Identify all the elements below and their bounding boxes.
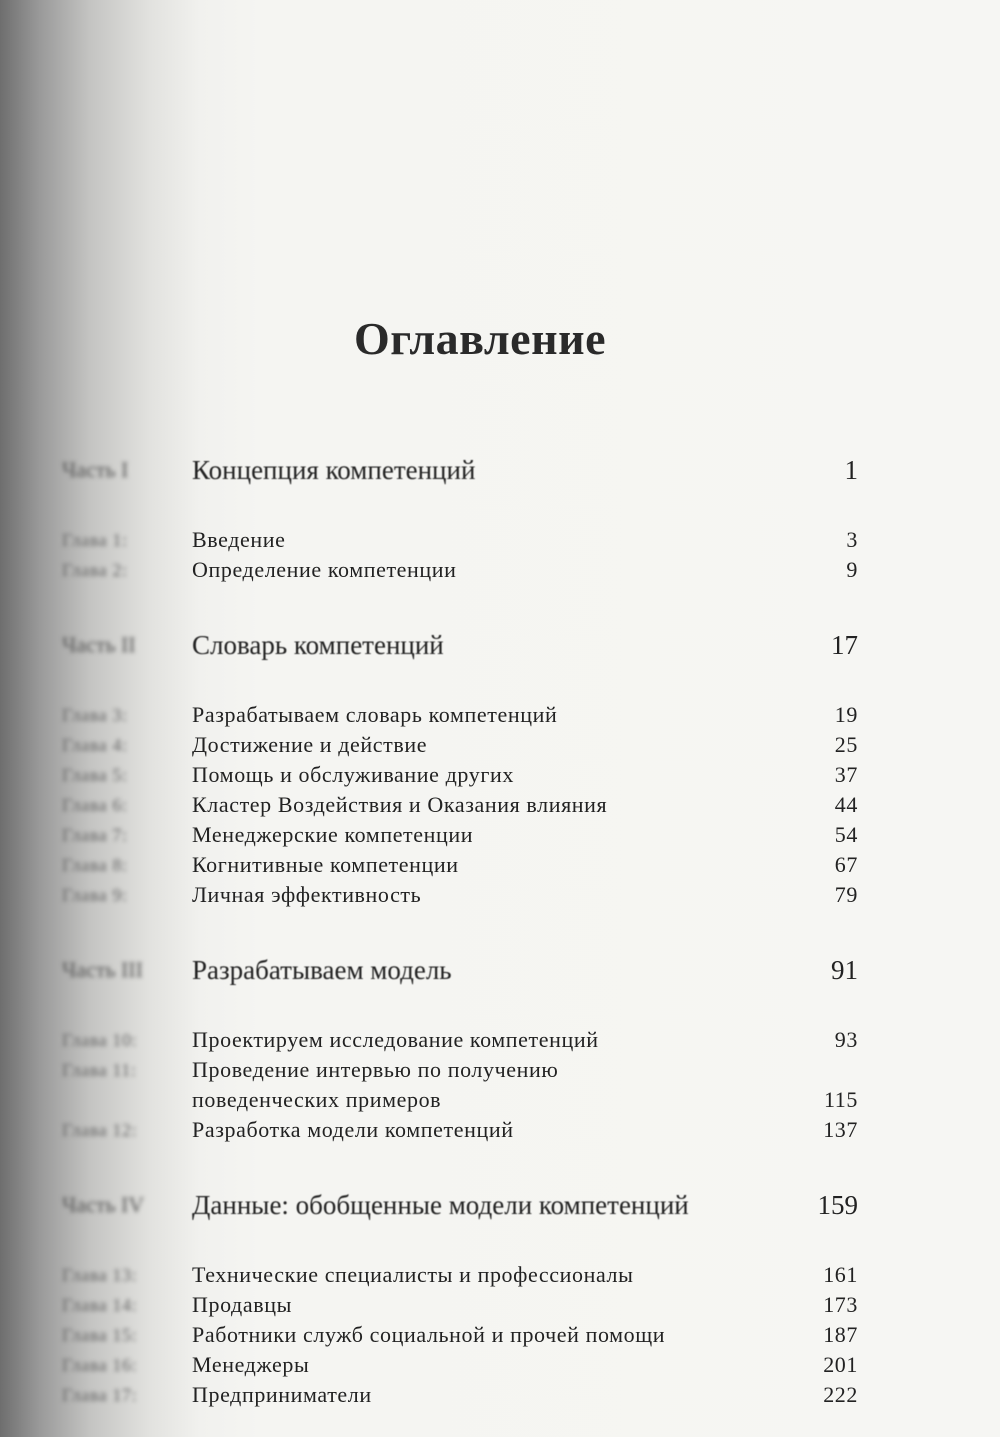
chapter-label: Глава 12:: [62, 1120, 138, 1140]
chapter-label: Глава 7:: [62, 825, 128, 845]
part-title: [192, 1190, 798, 1221]
chapter-page-number: 3: [846, 527, 858, 552]
chapter-title-line: Проектируем исследование компетенций: [192, 1027, 599, 1052]
toc-part-row: [62, 455, 858, 485]
chapter-label: Глава 4:: [62, 735, 128, 755]
toc-chapter-row: [62, 1320, 858, 1350]
chapter-label: Глава 2:: [62, 560, 128, 580]
chapter-page-number: 222: [823, 1382, 858, 1407]
toc-chapter-row: [62, 555, 858, 585]
toc-chapter-row: [62, 1115, 858, 1145]
chapter-title: [192, 1350, 798, 1380]
chapter-title-line: Кластер Воздействия и Оказания влияния: [192, 792, 608, 817]
table-of-contents: [62, 410, 858, 1410]
chapter-title: [192, 1290, 798, 1320]
part-page-number: 1: [844, 454, 858, 485]
chapter-page-number: 187: [823, 1322, 858, 1347]
chapter-title: [192, 1055, 798, 1115]
chapter-title-line: Разработка модели компетенций: [192, 1117, 514, 1142]
chapter-label: Глава 17:: [62, 1385, 138, 1405]
toc-chapter-row: [62, 820, 858, 850]
part-page-number: 17: [831, 629, 858, 660]
toc-chapter-row: [62, 1350, 858, 1380]
toc-chapter-row: [62, 730, 858, 760]
chapter-page-number: 201: [823, 1352, 858, 1377]
chapter-page-number: 137: [823, 1117, 858, 1142]
chapter-page-number: 44: [834, 792, 858, 817]
chapter-title: [192, 760, 798, 790]
chapter-title-line: Личная эффективность: [192, 882, 422, 907]
chapter-title-line: Технические специалисты и профессионалы: [192, 1262, 634, 1287]
chapter-title: [192, 1320, 798, 1350]
toc-chapter-row: [62, 525, 858, 555]
toc-chapter-row: [62, 850, 858, 880]
chapter-title-line: Продавцы: [192, 1292, 292, 1317]
chapter-title-line: Работники служб социальной и прочей помощи: [192, 1322, 666, 1347]
chapter-title-line: Введение: [192, 527, 286, 552]
chapter-page-number: 9: [846, 557, 858, 582]
chapter-page-number: 67: [834, 852, 858, 877]
chapter-label: Глава 3:: [62, 705, 128, 725]
chapter-page-number: 37: [834, 762, 858, 787]
toc-part-row: [62, 630, 858, 660]
chapter-title: [192, 790, 798, 820]
chapter-label: Глава 15:: [62, 1325, 138, 1345]
chapter-label: Глава 5:: [62, 765, 128, 785]
chapter-title: [192, 1115, 798, 1145]
toc-chapter-row: [62, 1380, 858, 1410]
toc-chapter-row: [62, 1260, 858, 1290]
chapter-label: Глава 14:: [62, 1295, 138, 1315]
part-title-text: Данные: обобщенные модели компетенций: [192, 1189, 689, 1220]
part-title-text: Концепция компетенций: [192, 454, 476, 485]
part-label: Часть I: [62, 457, 129, 482]
chapter-title-line: Когнитивные компетенции: [192, 852, 459, 877]
toc-chapter-row: [62, 1055, 858, 1115]
part-title: [192, 630, 798, 661]
chapter-page-number: 19: [834, 702, 858, 727]
toc-chapter-row: [62, 1290, 858, 1320]
toc-chapter-row: [62, 790, 858, 820]
chapter-page-number: 54: [834, 822, 858, 847]
chapter-title-line: Проведение интервью по получению: [192, 1057, 559, 1082]
chapter-title: [192, 880, 798, 910]
part-title-text: Разрабатываем модель: [192, 954, 452, 985]
chapter-page-number: 115: [824, 1087, 858, 1112]
toc-chapter-row: [62, 880, 858, 910]
chapter-title-line: Менеджеры: [192, 1352, 310, 1377]
chapter-title: [192, 730, 798, 760]
part-title: [192, 455, 798, 486]
chapter-title-line: Помощь и обслуживание других: [192, 762, 514, 787]
page-title: Оглавление: [353, 313, 607, 364]
part-title: [192, 955, 798, 986]
chapter-title: [192, 700, 798, 730]
chapter-title-line: Предприниматели: [192, 1382, 372, 1407]
part-label: Часть IV: [62, 1192, 145, 1217]
chapter-page-number: 93: [834, 1027, 858, 1052]
chapter-page-number: 173: [823, 1292, 858, 1317]
part-title-text: Словарь компетенций: [192, 629, 444, 660]
chapter-title: [192, 1260, 798, 1290]
chapter-title-line: Достижение и действие: [192, 732, 428, 757]
part-page-number: 91: [831, 954, 858, 985]
toc-part-row: [62, 1190, 858, 1220]
chapter-title-line: поведенческих примеров: [192, 1087, 442, 1112]
chapter-label: Глава 16:: [62, 1355, 138, 1375]
chapter-title: [192, 820, 798, 850]
part-label: Часть III: [62, 957, 143, 982]
chapter-page-number: 161: [823, 1262, 858, 1287]
chapter-page-number: 25: [834, 732, 858, 757]
toc-chapter-row: [62, 1025, 858, 1055]
chapter-page-number: 79: [834, 882, 858, 907]
toc-chapter-row: [62, 760, 858, 790]
chapter-title: [192, 850, 798, 880]
chapter-title: [192, 1025, 798, 1055]
part-page-number: 159: [817, 1189, 858, 1220]
chapter-title: [192, 1380, 798, 1410]
chapter-label: Глава 13:: [62, 1265, 138, 1285]
chapter-title-line: Определение компетенции: [192, 557, 457, 582]
chapter-label: Глава 10:: [62, 1030, 138, 1050]
chapter-label: Глава 1:: [62, 530, 128, 550]
chapter-label: Глава 8:: [62, 855, 128, 875]
part-label: Часть II: [62, 632, 136, 657]
chapter-title: [192, 555, 798, 585]
chapter-title-line: Менеджерские компетенции: [192, 822, 474, 847]
toc-chapter-row: [62, 700, 858, 730]
chapter-label: Глава 9:: [62, 885, 128, 905]
toc-part-row: [62, 955, 858, 985]
chapter-label: Глава 11:: [62, 1060, 137, 1080]
chapter-title: [192, 525, 798, 555]
chapter-label: Глава 6:: [62, 795, 128, 815]
chapter-title-line: Разрабатываем словарь компетенций: [192, 702, 558, 727]
